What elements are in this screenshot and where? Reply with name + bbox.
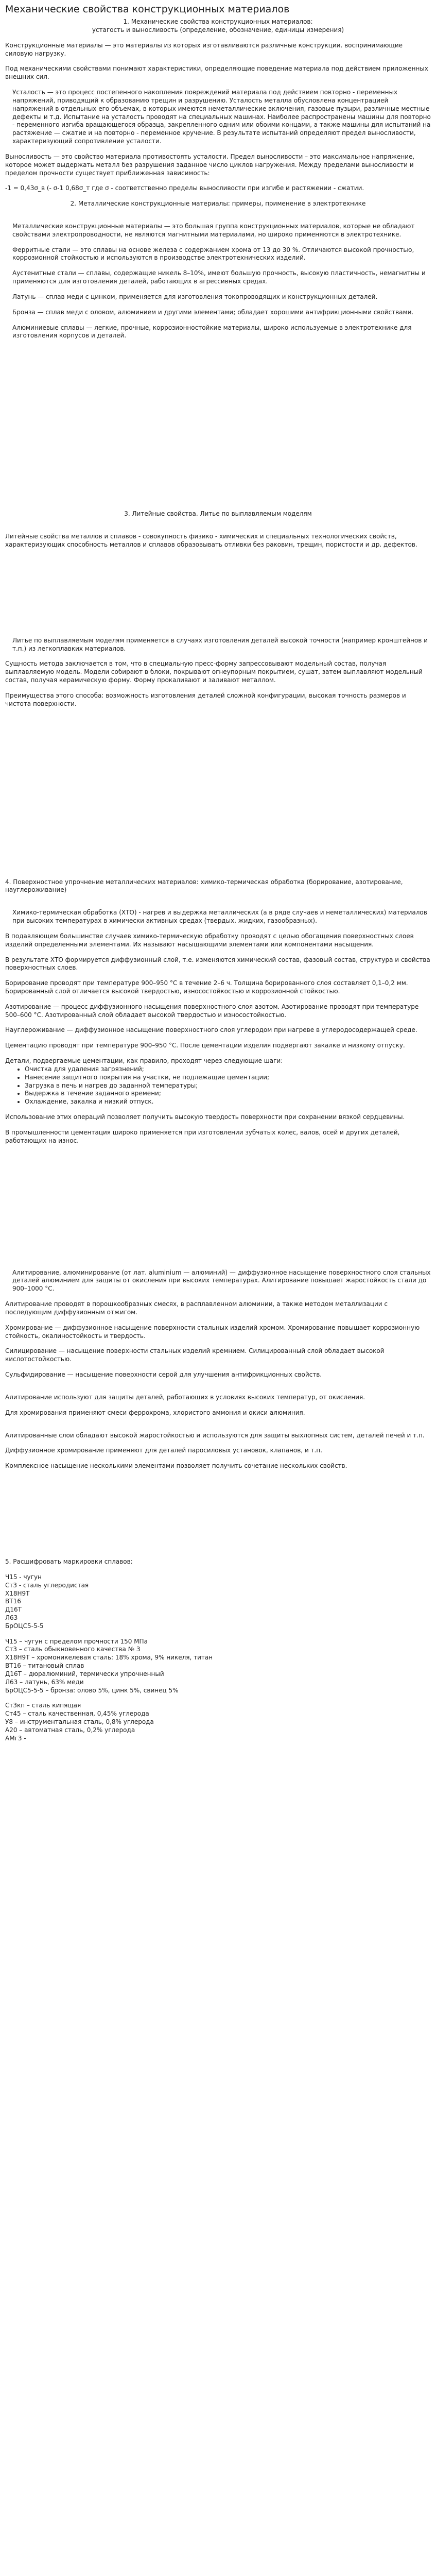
blank-area — [5, 1470, 431, 1558]
marking-tail-list — [5, 1702, 431, 1742]
section-4 — [5, 878, 431, 1145]
list-item: ВТ16 – титановый сплав — [5, 1662, 84, 1670]
list-item: Д16Т – дюралюминий, термически упрочненный — [5, 1670, 164, 1677]
list-item: Х18Н9Т — [5, 1589, 30, 1597]
paragraph: Усталость — это процесс постепенного накопления повреждений материала под действием повторно - переменных напряжений, приводящий к образованию трещин и разрушению. Усталость металла обусловлена концентрацией напряжений в отдельных его объемах, в которых имеются неметаллические включения, газовые пузыри, различные местные дефекты и т.д. Испытание на усталость проводят на специальных машинах. Наиболее распространены машины для повторно - переменного изгиба вращающегося образца, закрепленного одним или обоими концами, а также машины для испытаний на растяжение — сжатие и на повторно - переменное кручение. В результате испытаний определяют предел выносливости, характеризующий сопротивление усталости. — [12, 89, 431, 145]
paragraph: Хромирование — диффузионное насыщение поверхности стальных изделий хромом. Хромирование повышает коррозионную стойкость, окалиностойкость и твердость. — [5, 1324, 420, 1340]
paragraph: Выносливость — это свойство материала противостоять усталости. Предел выносливости – это максимальное напряжение, которое может выдержать металл без разрушения заданное число циклов нагружения. Между пределами выносливости и пределом прочности существует приближенная зависимость: — [5, 152, 415, 177]
paragraph: Сущность метода заключается в том, что в специальную пресс-форму запрессовывают модельный состав, получая выплавляемую модель. Модели собирают в блоки, покрывают огнеупорным покрытием, сушат, затем выплавляют модельный состав, получая керамическую форму. Форму прокаливают и заливают металлом. — [5, 660, 423, 684]
blank-area — [5, 340, 431, 510]
blank-area — [5, 1145, 431, 1269]
list-item: • Охлаждение, закалка и низкий отпуск. — [25, 1098, 431, 1106]
section-heading: 5. Расшифровать маркировки сплавов: — [5, 1558, 133, 1566]
paragraph: Алитирование проводят в порошкообразных смесях, в расплавленном алюминии, а также методом металлизации с последующим диффузионным отжигом. — [5, 1300, 388, 1316]
section-2 — [5, 223, 431, 340]
list-item: Л63 — [5, 1614, 18, 1621]
paragraph: В подавляющем большинстве случаев химико-термическую обработку проводят с целью обогащения поверхностных слоев изделий определенными элементами. Их называют насыщающими элементами или компонентами насыщения. — [5, 932, 414, 948]
paragraph: Сульфидирование — насыщение поверхности серой для улучшения антифрикционных свойств. — [5, 1371, 322, 1379]
list-item: АМг3 - — [5, 1734, 26, 1742]
section-6 — [5, 1394, 431, 1417]
paragraph: Химико-термическая обработка (ХТО) - нагрев и выдержка металлических (а в ряде случаев и неметаллических) материалов при высоких температурах в химически активных средах (твердых, жидких, газообразных). — [12, 909, 427, 925]
paragraph: Алюминиевые сплавы — легкие, прочные, коррозионностойкие материалы, широко используемые в электротехнике для изготовления корпусов и деталей. — [12, 324, 412, 340]
bullet-list — [5, 1065, 431, 1106]
paragraph: Литейные свойства металлов и сплавов - совокупность физико - химических и специальных технологических свойств, характеризующих способность металлов и сплавов образовывать отливки без раковин, трещин, пористости и др. дефектов. — [5, 533, 417, 548]
paragraph: Аустенитные стали — сплавы, содержащие никель 8–10%, имеют большую прочность, высокую пластичность, немагнитны и применяются для изготовления деталей, работающих в агрессивных средах. — [12, 269, 426, 285]
list-item: Ч15 - чугун — [5, 1573, 42, 1581]
paragraph: Под механическими свойствами понимают характеристики, определяющие поведение материала под действием приложенных внешних сил. — [5, 65, 428, 81]
list-item: ВТ16 — [5, 1598, 21, 1605]
paragraph: Бронза — сплав меди с оловом, алюминием и другими элементами; обладает хорошими антифрикционными свойствами. — [12, 308, 414, 316]
section-1 — [5, 42, 431, 208]
paragraph: Латунь — сплав меди с цинком, применяется для изготовления токопроводящих и конструкционных деталей. — [12, 293, 378, 300]
paragraph: Конструкционные материалы — это материалы из которых изготавливаются различные конструкции. воспринимающие силовую нагрузку. — [5, 41, 403, 57]
marking-list — [5, 1573, 431, 1631]
paragraph: Преимущества этого способа: возможность изготовления деталей сложной конфигурации, высокая точность размеров и чистота поверхности. — [5, 691, 406, 707]
list-item: У8 – инструментальная сталь, 0,8% углерода — [5, 1718, 154, 1726]
paragraph: Литье по выплавляемым моделям применяется в случаях изготовления деталей высокой точности (например кронштейнов и т.п.) из легкоплавких материалов. — [12, 636, 428, 652]
list-item: Ст3 - сталь углеродистая — [5, 1581, 89, 1589]
marking-detail-list — [5, 1638, 431, 1695]
blank-area — [5, 708, 431, 878]
list-item: БрОЦС5-5-5 – бронза: олово 5%, цинк 5%, свинец 5% — [5, 1686, 179, 1694]
page-title: Механические свойства конструкционных материалов — [5, 4, 290, 15]
list-item: Ст45 – сталь качественная, 0,45% углерода — [5, 1710, 149, 1718]
paragraph: Комплексное насыщение несколькими элементами позволяет получить сочетание нескольких свойств. — [5, 1462, 347, 1470]
list-item: • Выдержка в течение заданного времени; — [25, 1090, 431, 1098]
paragraph: Металлические конструкционные материалы — это большая группа конструкционных материалов, которые не обладают свойствами электропроводности, не являются магнитными материалами, но широко применяются в электротехнике. — [12, 222, 415, 238]
paragraph: Азотирование — процесс диффузионного насыщения поверхностного слоя азотом. Азотирование проводят при температуре 500–600 °С. Азотированный слой обладает высокой твердостью и износостойкостью. — [5, 1003, 419, 1019]
paragraph: Силицирование — насыщение поверхности стальных изделий кремнием. Силицированный слой обладает высокой кислотостойкостью. — [5, 1347, 385, 1363]
list-item: • Нанесение защитного покрытия на участки, не подлежащие цементации; — [25, 1074, 431, 1082]
section-heading: 4. Поверхностное упрочнение металлических материалов: химико-термическая обработка (борирование, азотирование, науглероживание) — [5, 878, 403, 894]
paragraph: Ферритные стали — это сплавы на основе железа с содержанием хрома от 13 до 30 %. Отличаются высокой прочностью, коррозионной стойкостью и используются в производстве электротехнических изделий. — [12, 246, 414, 262]
section-heading: 2. Металлические конструкционные материалы: примеры, применение в электротехнике — [70, 200, 366, 208]
toc-line: 1. Механические свойства конструкционных материалов: — [123, 18, 313, 26]
list-item: А20 – автоматная сталь, 0,2% углерода — [5, 1726, 135, 1734]
list-item: БрОЦС5-5-5 — [5, 1622, 44, 1630]
section-3 — [5, 510, 431, 708]
toc-line: устагость и выносливость (определение, обозначение, единицы измерения) — [92, 26, 344, 33]
list-item: Ст3 – сталь обыкновенного качества № 3 — [5, 1646, 141, 1653]
list-item: Ст3кп – сталь кипящая — [5, 1702, 81, 1709]
paragraph: В результате ХТО формируется диффузионный слой, т.е. изменяются химический состав, фазовый состав, структура и свойства поверхностных слоев. — [5, 956, 430, 972]
paragraph: Борирование проводят при температуре 900–950 °С в течение 2–6 ч. Толщина борированного слоя составляет 0,1–0,2 мм. Борированный слой отличается высокой твердостью, износостойкостью и коррозионной стойкостью. — [5, 979, 408, 995]
list-item: Д16Т — [5, 1606, 22, 1614]
paragraph: Для хромирования применяют смеси феррохрома, хлористого аммония и окиси алюминия. — [5, 1409, 305, 1416]
paragraph: Диффузионное хромирование применяют для деталей паросиловых установок, клапанов, и т.п. — [5, 1447, 323, 1454]
section-8 — [5, 1558, 431, 1743]
paragraph: В промышленности цементация широко применяется при изготовлении зубчатых колес, валов, осей и других деталей, работающих на износ. — [5, 1128, 400, 1144]
list-item: Л63 – латунь, 63% меди — [5, 1678, 84, 1686]
list-item: • Загрузка в печь и нагрев до заданной температуры; — [25, 1082, 431, 1090]
list-item: Ч15 – чугун с пределом прочности 150 МПа — [5, 1637, 148, 1645]
section-5 — [5, 1269, 431, 1379]
paragraph: Алитирование, алюминирование (от лат. aluminium — алюминий) — диффузионное насыщение поверхностного слоя стальных деталей алюминием для защиты от окисления при высоких температурах. Алитирование повышает жаростойкость стали до 900–1000 °С. — [12, 1268, 431, 1293]
paragraph: Алитированные слои обладают высокой жаростойкостью и используются для защиты выхлопных систем, деталей печей и т.п. — [5, 1431, 425, 1439]
section-heading: 3. Литейные свойства. Литье по выплавляемым моделям — [124, 510, 312, 518]
section-7 — [5, 1432, 431, 1470]
paragraph: Алитирование используют для защиты деталей, работающих в условиях высоких температур, от окисления. — [5, 1393, 365, 1401]
paragraph: Науглероживание — диффузионное насыщение поверхностного слоя углеродом при нагреве в углеродосодержащей среде. — [5, 1026, 417, 1034]
list-item: • Очистка для удаления загрязнений; — [25, 1065, 431, 1074]
paragraph: -1 = 0,43σ_в (- σ-1 0,68σ_т где σ - соответственно пределы выносливости при изгибе и растяжении - сжатии. — [5, 184, 364, 192]
paragraph: Использование этих операций позволяет получить высокую твердость поверхности при сохранении вязкой сердцевины. — [5, 1113, 405, 1121]
list-title: Детали, подвергаемые цементации, как правило, проходят через следующие шаги: — [5, 1057, 283, 1065]
list-item: Х18Н9Т – хромоникелевая сталь: 18% хрома, 9% никеля, титан — [5, 1654, 213, 1662]
paragraph: Цементацию проводят при температуре 900–950 °С. После цементации изделия подвергают закалке и низкому отпуску. — [5, 1042, 405, 1049]
